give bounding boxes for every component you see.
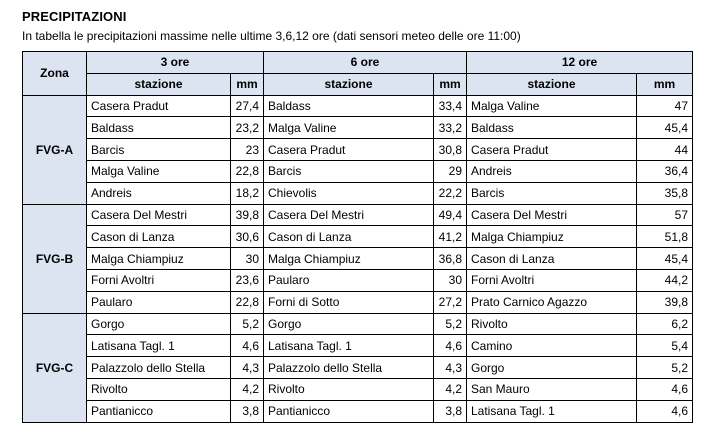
precipitation-value: 45,4 (637, 248, 693, 270)
table-row (23, 269, 693, 291)
precipitation-value: 33,4 (434, 95, 467, 117)
precipitation-value: 39,8 (637, 291, 693, 313)
precipitation-value: 27,2 (434, 291, 467, 313)
station-name: Cason di Lanza (264, 226, 434, 248)
station-name: Casera Del Mestri (264, 204, 434, 226)
station-name: Rivolto (467, 313, 637, 335)
precipitation-value: 35,8 (637, 182, 693, 204)
precipitation-value: 27,4 (231, 95, 264, 117)
precipitation-value: 4,3 (434, 357, 467, 379)
precipitation-value: 44 (637, 139, 693, 161)
page-title: PRECIPITAZIONI (22, 9, 127, 24)
precipitation-value: 23,6 (231, 269, 264, 291)
station-name: Gorgo (87, 313, 231, 335)
zone-label: FVG-A (23, 95, 87, 204)
station-name: Latisana Tagl. 1 (264, 335, 434, 357)
station-name: Andreis (467, 160, 637, 182)
station-name: Baldass (87, 117, 231, 139)
station-name: Latisana Tagl. 1 (87, 335, 231, 357)
table-row (23, 95, 693, 117)
station-name: Malga Chiampiuz (467, 226, 637, 248)
precipitation-value: 39,8 (231, 204, 264, 226)
header-row-columns (23, 73, 693, 95)
precipitation-value: 36,8 (434, 248, 467, 270)
precipitation-value: 45,4 (637, 117, 693, 139)
precipitation-value: 30,8 (434, 139, 467, 161)
table-row (23, 204, 693, 226)
table-row (23, 291, 693, 313)
station-name: Cason di Lanza (87, 226, 231, 248)
precipitation-value: 18,2 (231, 182, 264, 204)
station-name: Prato Carnico Agazzo (467, 291, 637, 313)
station-name: Pantianicco (87, 400, 231, 422)
station-column-header: stazione (264, 73, 434, 95)
precipitation-value: 5,2 (231, 313, 264, 335)
precipitation-value: 4,2 (434, 378, 467, 400)
precipitation-value: 22,8 (231, 160, 264, 182)
precipitation-value: 30 (231, 248, 264, 270)
table-row (23, 378, 693, 400)
precipitation-value: 29 (434, 160, 467, 182)
station-name: Forni di Sotto (264, 291, 434, 313)
station-name: Forni Avoltri (87, 269, 231, 291)
table-body (23, 95, 693, 422)
station-name: Casera Pradut (264, 139, 434, 161)
station-name: Malga Valine (87, 160, 231, 182)
station-name: Casera Del Mestri (467, 204, 637, 226)
precipitation-value: 41,2 (434, 226, 467, 248)
station-name: Andreis (87, 182, 231, 204)
precipitation-value: 44,2 (637, 269, 693, 291)
station-name: Casera Pradut (87, 95, 231, 117)
precipitation-value: 22,2 (434, 182, 467, 204)
precipitation-value: 33,2 (434, 117, 467, 139)
station-name: Forni Avoltri (467, 269, 637, 291)
precipitation-value: 4,2 (231, 378, 264, 400)
station-name: Malga Chiampiuz (264, 248, 434, 270)
table-row (23, 335, 693, 357)
period-header-3h: 3 ore (87, 52, 264, 74)
period-header-6h: 6 ore (264, 52, 467, 74)
precipitation-value: 30 (434, 269, 467, 291)
precipitation-value: 6,2 (637, 313, 693, 335)
table-row (23, 226, 693, 248)
precipitation-value: 5,2 (434, 313, 467, 335)
mm-column-header: mm (434, 73, 467, 95)
zone-label: FVG-C (23, 313, 87, 422)
precipitation-value: 36,4 (637, 160, 693, 182)
mm-column-header: mm (637, 73, 693, 95)
station-name: Chievolis (264, 182, 434, 204)
precipitation-value: 5,2 (637, 357, 693, 379)
station-column-header: stazione (87, 73, 231, 95)
precipitation-value: 49,4 (434, 204, 467, 226)
station-name: Baldass (467, 117, 637, 139)
station-name: Paularo (264, 269, 434, 291)
station-name: Camino (467, 335, 637, 357)
precipitation-value: 3,8 (434, 400, 467, 422)
table-row (23, 248, 693, 270)
precipitation-value: 51,8 (637, 226, 693, 248)
station-name: Palazzolo dello Stella (264, 357, 434, 379)
station-name: Cason di Lanza (467, 248, 637, 270)
table-row (23, 160, 693, 182)
station-name: Gorgo (264, 313, 434, 335)
table-row (23, 313, 693, 335)
table-row (23, 117, 693, 139)
page-subtitle: In tabella le precipitazioni massime nelle ultime 3,6,12 ore (dati sensori meteo delle ore 11:00) (22, 29, 521, 43)
precipitation-value: 3,8 (231, 400, 264, 422)
station-name: Casera Del Mestri (87, 204, 231, 226)
station-name: Barcis (87, 139, 231, 161)
station-name: Paularo (87, 291, 231, 313)
precipitation-value: 23 (231, 139, 264, 161)
station-name: Rivolto (264, 378, 434, 400)
precipitation-value: 4,6 (637, 378, 693, 400)
precipitation-value: 23,2 (231, 117, 264, 139)
station-name: San Mauro (467, 378, 637, 400)
table-row (23, 182, 693, 204)
precipitation-value: 4,3 (231, 357, 264, 379)
station-name: Latisana Tagl. 1 (467, 400, 637, 422)
zone-label: FVG-B (23, 204, 87, 313)
header-row-periods (23, 52, 693, 74)
station-name: Rivolto (87, 378, 231, 400)
station-name: Palazzolo dello Stella (87, 357, 231, 379)
precipitation-value: 47 (637, 95, 693, 117)
station-name: Barcis (467, 182, 637, 204)
station-column-header: stazione (467, 73, 637, 95)
station-name: Malga Chiampiuz (87, 248, 231, 270)
precipitation-value: 57 (637, 204, 693, 226)
precipitation-value: 22,8 (231, 291, 264, 313)
precipitation-value: 5,4 (637, 335, 693, 357)
station-name: Pantianicco (264, 400, 434, 422)
station-name: Baldass (264, 95, 434, 117)
mm-column-header: mm (231, 73, 264, 95)
station-name: Gorgo (467, 357, 637, 379)
station-name: Casera Pradut (467, 139, 637, 161)
precipitation-value: 4,6 (434, 335, 467, 357)
table-row (23, 139, 693, 161)
precipitation-value: 30,6 (231, 226, 264, 248)
station-name: Malga Valine (467, 95, 637, 117)
zona-header: Zona (23, 52, 87, 96)
station-name: Malga Valine (264, 117, 434, 139)
station-name: Barcis (264, 160, 434, 182)
precipitation-value: 4,6 (231, 335, 264, 357)
period-header-12h: 12 ore (467, 52, 693, 74)
precipitation-table (22, 51, 693, 423)
table-row (23, 357, 693, 379)
precipitation-value: 4,6 (637, 400, 693, 422)
table-row (23, 400, 693, 422)
